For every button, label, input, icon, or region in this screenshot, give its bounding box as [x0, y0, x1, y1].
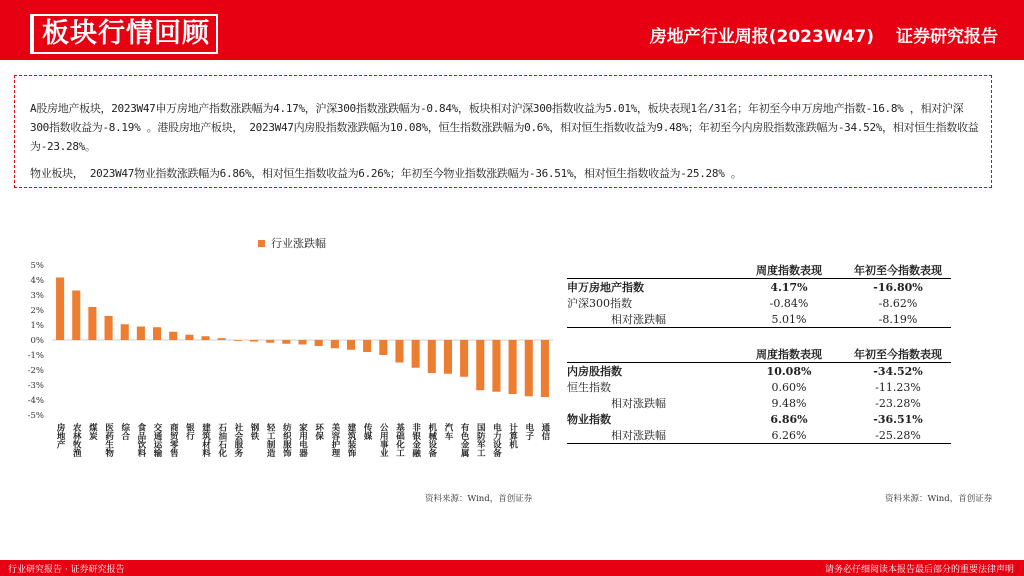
report-type: 证券研究报告: [896, 27, 998, 47]
table-row: 相对涨跌幅 5.01% -8.19%: [567, 311, 951, 328]
col-ytd: 年初至今指数表现: [845, 262, 951, 279]
chart-bar: [298, 340, 306, 345]
y-tick-label: -4%: [27, 396, 44, 406]
x-tick-label: 食品饮料: [135, 423, 146, 457]
chart-bar: [153, 327, 161, 340]
chart-bar: [541, 340, 549, 397]
x-tick-label: 煤炭: [87, 423, 98, 440]
header-bar: [0, 0, 1024, 60]
col-week: 周度指数表现: [733, 262, 845, 279]
y-tick-label: 3%: [30, 291, 44, 301]
y-tick-label: 0%: [30, 336, 44, 346]
x-tick-label: 农林牧渔: [71, 423, 82, 457]
x-tick-label: 计算机: [507, 423, 518, 449]
table-row: 相对涨跌幅 9.48% -23.28%: [611, 396, 921, 410]
table-sw-real-estate: [567, 262, 951, 328]
chart-bar: [266, 340, 274, 343]
x-tick-label: 电子: [523, 423, 534, 440]
chart-bar: [56, 277, 64, 340]
chart-bar: [428, 340, 436, 373]
y-tick-label: 5%: [30, 261, 44, 271]
chart-bar: [492, 340, 500, 392]
chart-bar: [379, 340, 387, 355]
x-tick-label: 社会服务: [232, 423, 243, 457]
chart-source: 资料来源：Wind，首创证券: [425, 494, 533, 504]
x-tick-label: 美容护理: [329, 423, 340, 457]
table-source: 资料来源：Wind，首创证券: [885, 494, 993, 504]
x-tick-label: 交通运输: [152, 423, 163, 457]
y-tick-label: -1%: [27, 351, 44, 361]
chart-bar: [185, 335, 193, 340]
x-tick-label: 商贸零售: [168, 423, 179, 457]
y-tick-label: -3%: [27, 381, 44, 391]
chart-bar: [201, 336, 209, 340]
summary-box: [14, 75, 992, 188]
x-tick-label: 汽车: [442, 423, 453, 440]
chart-bar: [72, 291, 80, 341]
x-tick-label: 建筑材料: [200, 423, 211, 457]
table-row: 沪深300指数 -0.84% -8.62%: [567, 296, 918, 310]
table-row: 申万房地产指数 4.17% -16.80%: [567, 280, 923, 294]
x-tick-label: 轻工制造: [265, 423, 276, 457]
y-tick-label: 2%: [30, 306, 44, 316]
y-tick-label: 4%: [30, 276, 44, 286]
y-tick-label: -2%: [27, 366, 44, 376]
chart-bar: [137, 327, 145, 341]
chart-bar: [234, 340, 242, 341]
table-row: 内房股指数 10.08% -34.52%: [567, 364, 923, 378]
x-tick-label: 电力设备: [491, 423, 502, 457]
x-tick-label: 非银金融: [410, 423, 421, 457]
chart-bar: [525, 340, 533, 396]
x-tick-label: 银行: [184, 423, 195, 440]
footer-bar: [0, 560, 1024, 576]
table-row: 物业指数 6.86% -36.51%: [567, 412, 923, 426]
table-header-row: [567, 346, 951, 363]
x-tick-label: 纺织服饰: [281, 423, 292, 457]
chart-bar: [331, 340, 339, 348]
chart-legend: [258, 235, 326, 251]
legend-label: 行业涨跌幅: [271, 237, 326, 250]
x-tick-label: 家用电器: [297, 423, 308, 457]
chart-bar: [169, 332, 177, 340]
chart-bar: [460, 340, 468, 377]
y-tick-label: -5%: [27, 411, 44, 421]
x-tick-label: 环保: [313, 423, 324, 440]
summary-paragraph-2: 物业板块， 2023W47物业指数涨跌幅为6.86%，相对恒生指数收益为6.26%；年初至今物业指数涨跌幅为-36.51%，相对恒生指数收益为-25.28% 。: [30, 167, 742, 180]
footer-disclaimer: 请务必仔细阅读本报告最后部分的重要法律声明: [824, 565, 1014, 575]
chart-bar: [88, 307, 96, 340]
x-tick-label: 建筑装饰: [345, 423, 356, 457]
summary-paragraph-1: A股房地产板块，2023W47申万房地产指数涨跌幅为4.17%，沪深300指数涨跌幅为-0.84%，板块相对沪深300指数收益为5.01%，板块表现1名/31名；年初至今申万房地产指数-16.8% ，相对沪深300指数收益为-8.19% 。港股房地产板块， 2023W47内房股指数涨跌幅为10.08%，恒生指数涨跌幅为0.6%，相对恒生指数收益为9.48%；年初至今内房股指数涨跌幅为-34.52%，相对恒生指数收益为-23.28%。: [30, 102, 979, 153]
chart-bar: [282, 340, 290, 344]
x-tick-label: 石油石化: [216, 423, 227, 457]
table-hk-real-estate: [567, 346, 951, 444]
x-tick-label: 基础化工: [394, 423, 405, 457]
x-tick-label: 房地产: [55, 423, 66, 449]
footer-left: 行业研究报告 · 证券研究报告: [8, 565, 125, 575]
x-tick-label: 国防军工: [475, 423, 486, 457]
y-tick-label: 1%: [30, 321, 44, 331]
chart-bar: [412, 340, 420, 368]
col-week: 周度指数表现: [733, 346, 845, 363]
chart-bar: [250, 340, 258, 342]
x-tick-label: 医药生物: [103, 423, 114, 457]
x-tick-label: 通信: [539, 423, 550, 440]
chart-bar: [509, 340, 517, 394]
chart-bar: [218, 338, 226, 340]
col-ytd: 年初至今指数表现: [845, 346, 951, 363]
chart-bar: [476, 340, 484, 390]
x-tick-label: 传媒: [362, 423, 373, 440]
x-tick-label: 综合: [119, 423, 130, 440]
chart-bar: [315, 340, 323, 346]
chart-bar: [363, 340, 371, 352]
chart-bar: [444, 340, 452, 374]
chart-bar: [395, 340, 403, 363]
x-tick-label: 钢铁: [249, 423, 260, 440]
x-tick-label: 机械设备: [426, 423, 437, 457]
page-title: 板块行情回顾: [34, 16, 216, 52]
table-row: 恒生指数 0.60% -11.23%: [567, 380, 921, 394]
table-row: 相对涨跌幅 6.26% -25.28%: [567, 427, 951, 444]
chart-bar: [105, 316, 113, 340]
report-name: 房地产行业周报(2023W47): [649, 27, 874, 47]
table-header-row: [567, 262, 951, 279]
chart-bar: [121, 324, 129, 340]
x-tick-label: 有色金属: [459, 423, 470, 457]
industry-change-chart: [0, 255, 560, 485]
x-tick-label: 公用事业: [378, 423, 389, 457]
header-right: [650, 22, 998, 47]
chart-bar: [347, 340, 355, 350]
legend-swatch: [258, 240, 265, 247]
